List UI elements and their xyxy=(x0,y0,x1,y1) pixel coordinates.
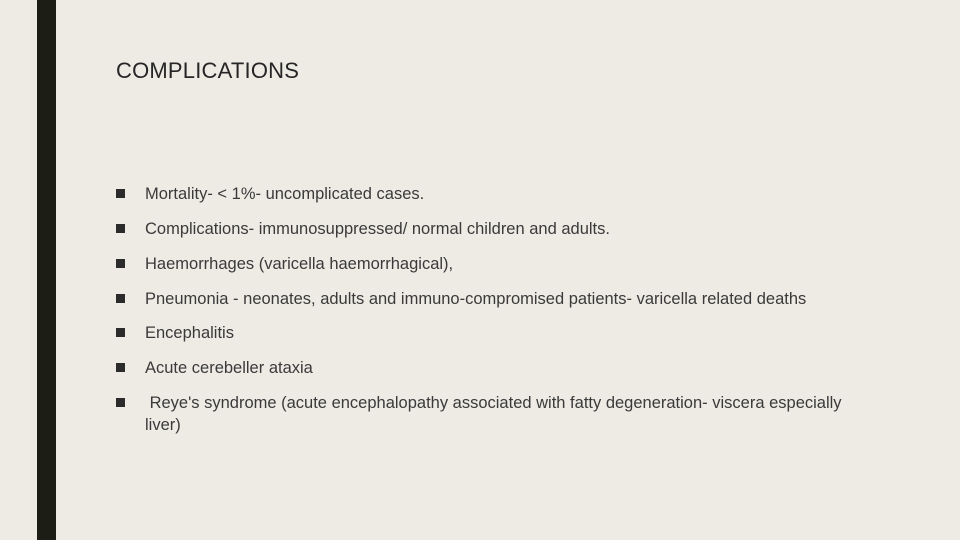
bullet-text: Acute cerebeller ataxia xyxy=(145,359,313,377)
square-bullet-icon xyxy=(116,189,125,198)
bullet-item-haemorrhages xyxy=(116,253,876,275)
bullet-item-ataxia xyxy=(116,357,876,379)
square-bullet-icon xyxy=(116,224,125,233)
bullet-text: Encephalitis xyxy=(145,324,234,342)
bullet-text: Complications- immunosuppressed/ normal children and adults. xyxy=(145,220,610,238)
bullet-text: Haemorrhages (varicella haemorrhagical), xyxy=(145,255,454,273)
square-bullet-icon xyxy=(116,294,125,303)
bullet-text: Pneumonia - neonates, adults and immuno-compromised patients- varicella related deaths xyxy=(145,290,807,308)
slide-title: COMPLICATIONS xyxy=(116,58,300,83)
bullet-text: Mortality- < 1%- uncomplicated cases. xyxy=(145,185,425,203)
square-bullet-icon xyxy=(116,328,125,337)
square-bullet-icon xyxy=(116,398,125,407)
bullet-item-encephalitis xyxy=(116,322,876,344)
bullet-list xyxy=(116,183,876,448)
bullet-item-pneumonia xyxy=(116,288,876,310)
bullet-text: Reye's syndrome (acute encephalopathy associated with fatty degeneration- viscera especially liver) xyxy=(145,394,847,434)
bullet-item-mortality xyxy=(116,183,876,205)
bullet-item-reyes-syndrome xyxy=(116,392,876,436)
square-bullet-icon xyxy=(116,259,125,268)
accent-bar xyxy=(37,0,56,540)
square-bullet-icon xyxy=(116,363,125,372)
bullet-item-complications xyxy=(116,218,876,240)
